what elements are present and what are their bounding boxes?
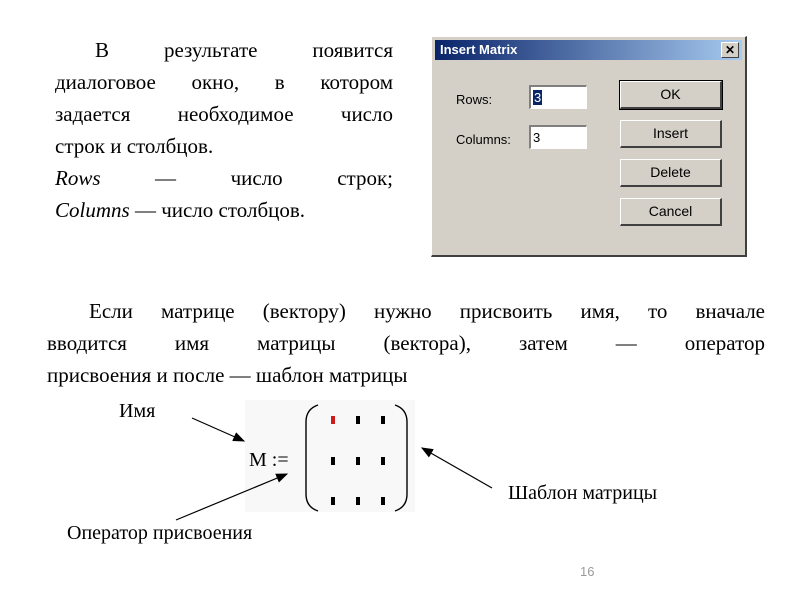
dialog-title: Insert Matrix [440, 42, 518, 57]
matrix-placeholder [331, 497, 335, 505]
columns-term: Columns [55, 198, 130, 222]
insert-button[interactable]: Insert [620, 120, 722, 148]
rows-def: — число строк; [155, 166, 393, 190]
intro-line: В результате появится [95, 38, 393, 62]
rows-term: Rows [55, 166, 101, 190]
matrix-placeholder [381, 416, 385, 424]
matrix-placeholder [331, 457, 335, 465]
name-arrow [192, 418, 244, 441]
ok-button[interactable]: OK [620, 81, 722, 109]
delete-button[interactable]: Delete [620, 159, 722, 187]
columns-label: Columns: [456, 132, 511, 147]
intro-line: строк и столбцов. [55, 134, 214, 158]
operator-label: Оператор присвоения [67, 522, 253, 544]
columns-value: 3 [533, 130, 541, 145]
assign-line: вводится имя матрицы (вектора), затем — оператор [47, 331, 765, 355]
template-arrow [422, 448, 492, 488]
rows-value: 3 [534, 90, 542, 105]
rows-label: Rows: [456, 92, 493, 107]
close-icon: ✕ [724, 43, 736, 57]
template-label: Шаблон матрицы [508, 482, 658, 504]
columns-def: — число столбцов. [134, 198, 306, 222]
assign-line: Если матрице (вектору) нужно присвоить имя, то вначале [89, 299, 765, 323]
intro-line: диалоговое окно, в котором [55, 70, 393, 94]
matrix-placeholders [331, 416, 385, 505]
cancel-button[interactable]: Cancel [620, 198, 722, 226]
left-bracket [306, 405, 318, 511]
matrix-placeholder [356, 497, 360, 505]
right-bracket [395, 405, 407, 511]
intro-line: задается необходимое число [55, 102, 393, 126]
assign-line: присвоения и после — шаблон матрицы [47, 363, 408, 387]
assignment-expression: M := [249, 449, 289, 471]
name-label: Имя [119, 400, 156, 422]
matrix-placeholder [356, 457, 360, 465]
operator-arrow [176, 474, 287, 520]
matrix-placeholder [356, 416, 360, 424]
matrix-placeholder [381, 497, 385, 505]
matrix-placeholder [381, 457, 385, 465]
matrix-placeholder [331, 416, 335, 424]
page-number: 16 [580, 564, 595, 579]
